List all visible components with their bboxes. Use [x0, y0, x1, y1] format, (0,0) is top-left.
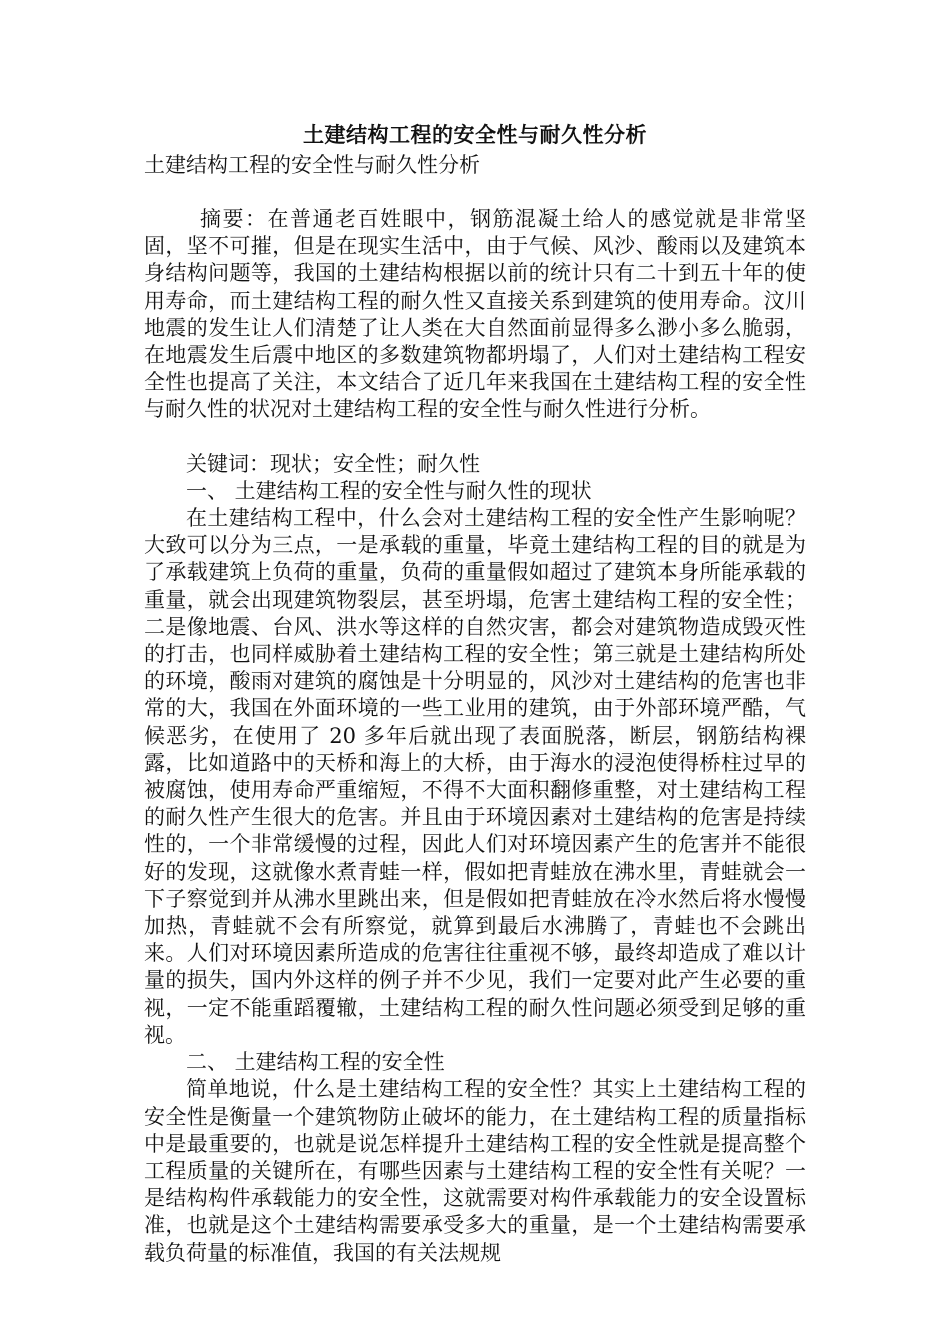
- document-subtitle: 土建结构工程的安全性与耐久性分析: [144, 153, 480, 177]
- section-1-body: 在土建结构工程中，什么会对土建结构工程的安全性产生影响呢？大致可以分为三点，一是承载的重量，毕竟土建结构工程的目的就是为了承载建筑上负荷的重量，负荷的重量假如超过了建筑本身所能承载的重量，就会出现建筑物裂层，甚至坍塌，危害土建结构工程的安全性；二是像地震、台风、洪水等这样的自然灾害，都会对建筑物造成毁灭性的打击，也同样威胁着土建结构工程的安全性；第三就是土建结构所处的环境，酸雨对建筑的腐蚀是十分明显的，风沙对土建结构的危害也非常的大，我国在外面环境的一些工业用的建筑，由于外部环境严酷，气候恶劣，在使用了 20 多年后就出现了表面脱落，断层，钢筋结构裸露，比如道路中的天桥和海上的大桥，由于海水的浸泡使得桥柱过早的被腐蚀，使用寿命严重缩短，不得不大面积翻修重整，对土建结构工程的耐久性产生很大的危害。并且由于环境因素对土建结构的危害是持续性的，一个非常缓慢的过程，因此人们对环境因素产生的危害并不能很好的发现，这就像水煮青蛙一样，假如把青蛙放在沸水里，青蛙就会一下子察觉到并从沸水里跳出来，但是假如把青蛙放在冷水然后将水慢慢加热，青蛙就不会有所察觉，就算到最后水沸腾了，青蛙也不会跳出来。人们对环境因素所造成的危害往往重视不够，最终却造成了难以计量的损失，国内外这样的例子并不少见，我们一定要对此产生必要的重视，一定不能重蹈覆辙，土建结构工程的耐久性问题必须受到足够的重视。: [144, 506, 806, 1047]
- abstract-paragraph: 摘要：在普通老百姓眼中，钢筋混凝土给人的感觉就是非常坚固，坚不可摧，但是在现实生活中，由于气候、风沙、酸雨以及建筑本身结构问题等，我国的土建结构根据以前的统计只有二十到五十年的使用寿命，而土建结构工程的耐久性又直接关系到建筑的使用寿命。汶川地震的发生让人们清楚了让人类在大自然面前显得多么渺小多么脆弱，在地震发生后震中地区的多数建筑物都坍塌了，人们对土建结构工程安全性也提高了关注，本文结合了近几年来我国在土建结构工程的安全性与耐久性的状况对土建结构工程的安全性与耐久性进行分析。: [144, 207, 806, 422]
- keywords-line: 关键词：现状；安全性；耐久性: [186, 451, 480, 476]
- document-title: 土建结构工程的安全性与耐久性分析: [303, 122, 647, 147]
- blank-line: [144, 179, 806, 206]
- blank-line: [144, 424, 806, 451]
- document-page: [144, 118, 806, 1267]
- section-2-body: 简单地说，什么是土建结构工程的安全性？其实上土建结构工程的安全性是衡量一个建筑物防止破坏的能力，在土建结构工程的质量指标中是最重要的，也就是说怎样提升土建结构工程的安全性就是提高整个工程质量的关键所在，有哪些因素与土建结构工程的安全性有关呢？一是结构构件承载能力的安全性，这就需要对构件承载能力的安全设置标准，也就是这个土建结构需要承受多大的重量，是一个土建结构需要承载负荷量的标准值，我国的有关法规规: [144, 1077, 806, 1265]
- section-1-heading: 一、 土建结构工程的安全性与耐久性的现状: [186, 478, 592, 503]
- section-2-heading: 二、 土建结构工程的安全性: [186, 1050, 445, 1075]
